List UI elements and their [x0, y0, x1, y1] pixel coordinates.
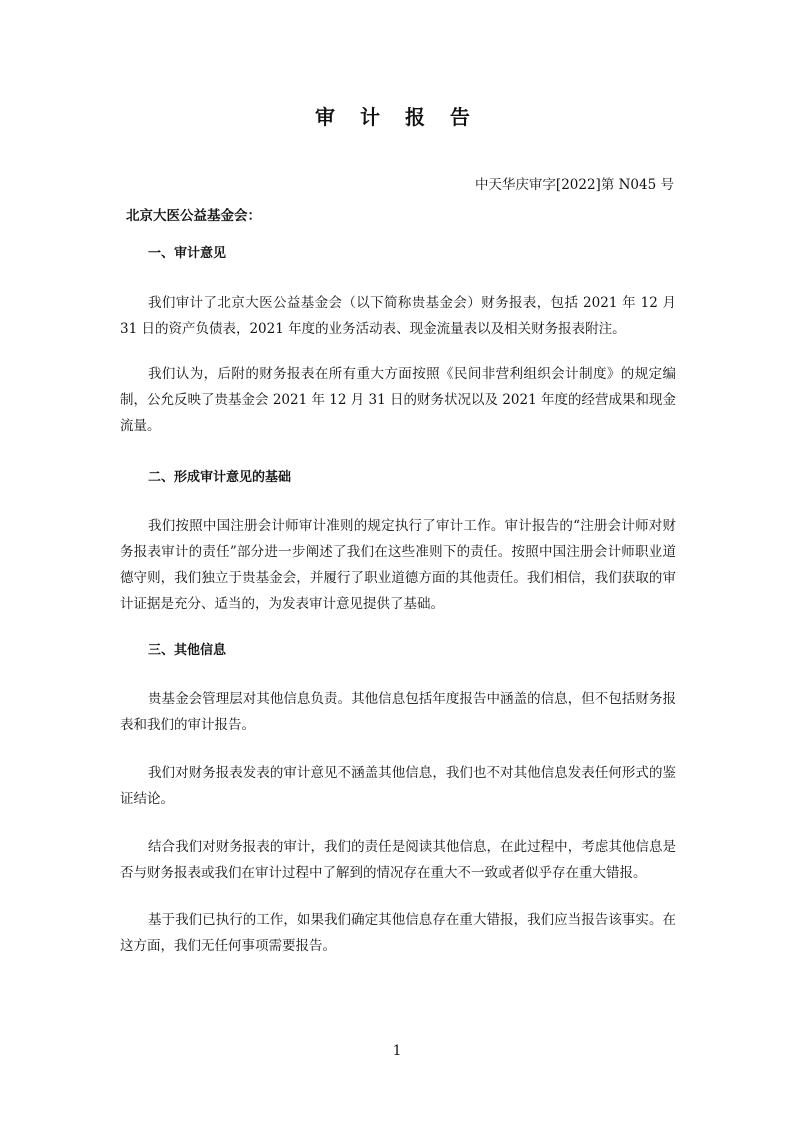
reference-number: 中天华庆审字[2022]第 N045 号 [474, 177, 674, 193]
paragraph: 结合我们对财务报表的审计，我们的责任是阅读其他信息，在此过程中，考虑其他信息是否与财务报表或我们在审计过程中了解到的情况存在重大不一致或者似乎存在重大错报。 [120, 839, 676, 881]
paragraph: 我们按照中国注册会计师审计准则的规定执行了审计工作。审计报告的“注册会计师对财务报表审计的责任”部分进一步阐述了我们在这些准则下的责任。按照中国注册会计师职业道德守则，我们独立于贵基金会，并履行了职业道德方面的其他责任。我们相信，我们获取的审计证据是充分、适当的，为发表审计意见提供了基础。 [120, 518, 676, 612]
section-heading-basis-for-opinion: 二、形成审计意见的基础 [148, 470, 292, 485]
document-title: 审 计 报 告 [315, 105, 479, 129]
paragraph: 我们对财务报表发表的审计意见不涵盖其他信息，我们也不对其他信息发表任何形式的鉴证结论。 [120, 765, 676, 807]
paragraph: 贵基金会管理层对其他信息负责。其他信息包括年度报告中涵盖的信息，但不包括财务报表和我们的审计报告。 [120, 691, 676, 733]
paragraph: 我们审计了北京大医公益基金会（以下简称贵基金会）财务报表，包括 2021 年 12 月 31 日的资产负债表，2021 年度的业务活动表、现金流量表以及相关财务报表附注。 [120, 295, 676, 337]
section-heading-other-information: 三、其他信息 [148, 643, 227, 658]
paragraph: 我们认为，后附的财务报表在所有重大方面按照《民间非营利组织会计制度》的规定编制，公允反映了贵基金会 2021 年 12 月 31 日的财务状况以及 2021 年度的经营成果和现金流量。 [120, 366, 676, 434]
page-number: 1 [392, 1043, 402, 1059]
addressee: 北京大医公益基金会： [126, 208, 261, 224]
section-heading-audit-opinion: 一、审计意见 [148, 246, 227, 261]
paragraph: 基于我们已执行的工作，如果我们确定其他信息存在重大错报，我们应当报告该事实。在这方面，我们无任何事项需要报告。 [120, 912, 676, 954]
